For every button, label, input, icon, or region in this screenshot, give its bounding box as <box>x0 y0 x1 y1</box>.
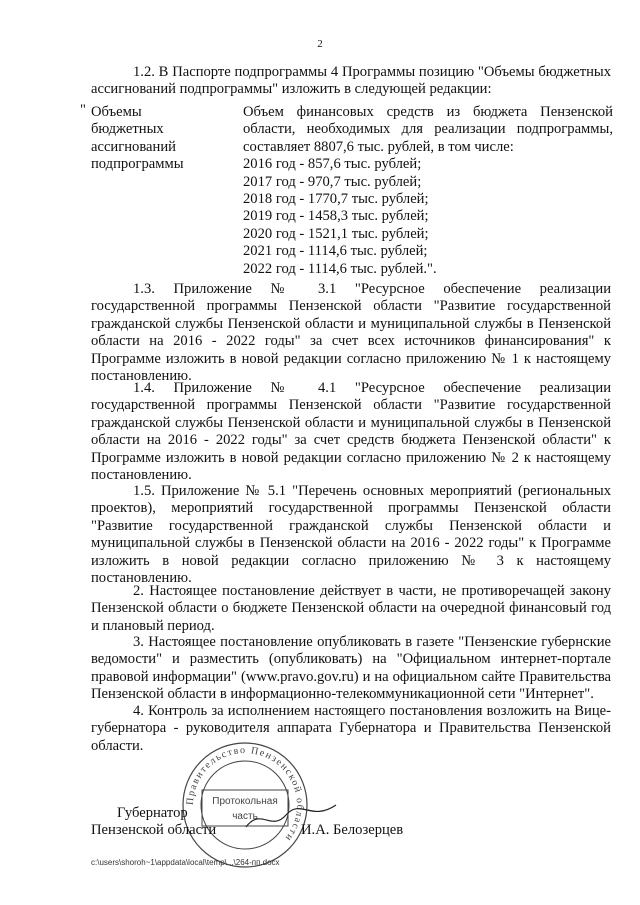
stamp-center-line2: часть <box>232 811 258 822</box>
signature-title-2: Пензенской области <box>91 822 217 839</box>
year-line: 2021 год - 1114,6 тыс. рублей; <box>243 243 428 260</box>
signature-name: И.А. Белозерцев <box>301 822 404 839</box>
paragraph-1-5: 1.5. Приложение № 5.1 "Перечень основных мероприятий (региональных проектов), мероприятий государственной программы Пензенской области "Развитие государственной гражданской службы Пензенской области и муниципальной службы в Пензенской области на 2016 - 2022 годы" к Программе изложить в новой редакции согласно приложению № 3 к настоящему постановлению. <box>91 483 611 587</box>
year-line: 2020 год - 1521,1 тыс. рублей; <box>243 225 429 242</box>
stamp-ring-text: Правительство Пензенской области <box>184 744 306 844</box>
page-number: 2 <box>317 38 323 50</box>
table-right-cell <box>243 104 613 278</box>
left-line: бюджетных <box>91 121 164 138</box>
paragraph-1-4: 1.4. Приложение № 4.1 "Ресурсное обеспечение реализации государственной программы Пензенской области "Развитие государственной гражданской службы Пензенской области и муниципальной службы в Пензенской области на 2016 - 2022 годы" за счет средств бюджета Пензенской области" к Программе изложить в новой редакции согласно приложению № 2 к настоящему постановлению. <box>91 380 611 484</box>
year-line: 2019 год - 1458,3 тыс. рублей; <box>243 208 429 225</box>
paragraph-1-3: 1.3. Приложение № 3.1 "Ресурсное обеспечение реализации государственной программы Пензенской области "Развитие государственной гражданской службы Пензенской области и муниципальной службы в Пензенской области на 2016 - 2022 годы" за счет всех источников финансирования" к Программе изложить в новой редакции согласно приложению № 1 к настоящему постановлению. <box>91 281 611 385</box>
stamp-center-line1: Протокольная <box>212 796 278 807</box>
handwritten-signature <box>241 797 341 837</box>
table-open-quote: " <box>80 102 86 118</box>
year-line: 2018 год - 1770,7 тыс. рублей; <box>243 191 429 208</box>
year-line: 2022 год - 1114,6 тыс. рублей.". <box>243 260 437 277</box>
signature-title-1: Губернатор <box>117 805 188 821</box>
left-line: Объемы <box>91 104 142 120</box>
file-path-footer: c:\users\shoroh~1\appdata\local\temp\...\264-пп.docx <box>91 858 280 867</box>
paragraph-4: 4. Контроль за исполнением настоящего постановления возложить на Вице-губернатора - руководителя аппарата Губернатора и Правительства Пензенской области. <box>91 703 611 754</box>
year-line: 2016 год - 857,6 тыс. рублей; <box>243 156 422 173</box>
paragraph-2: 2. Настоящее постановление действует в части, не противоречащей закону Пензенской области о бюджете Пензенской области на очередной финансовый год и плановый период. <box>91 583 611 634</box>
paragraph-3: 3. Настоящее постановление опубликовать в газете "Пензенские губернские ведомости" и разместить (опубликовать) на "Официальном интернет-портале правовой информации" (www.pravo.gov.ru) и на официальном сайте Правительства Пензенской области в информационно-телекоммуникационной сети "Интернет". <box>91 634 611 703</box>
left-line: подпрограммы <box>91 156 184 173</box>
year-line: 2017 год - 970,7 тыс. рублей; <box>243 173 422 190</box>
table-left-cell <box>91 104 231 174</box>
paragraph-1-2: 1.2. В Паспорте подпрограммы 4 Программы позицию "Объемы бюджетных ассигнований подпрограммы" изложить в следующей редакции: <box>91 64 611 98</box>
left-line: ассигнований <box>91 138 176 155</box>
budget-lead-text: Объем финансовых средств из бюджета Пензенской области, необходимых для реализации подпрограммы, составляет 8807,6 тыс. рублей, в том числе: <box>243 104 613 155</box>
